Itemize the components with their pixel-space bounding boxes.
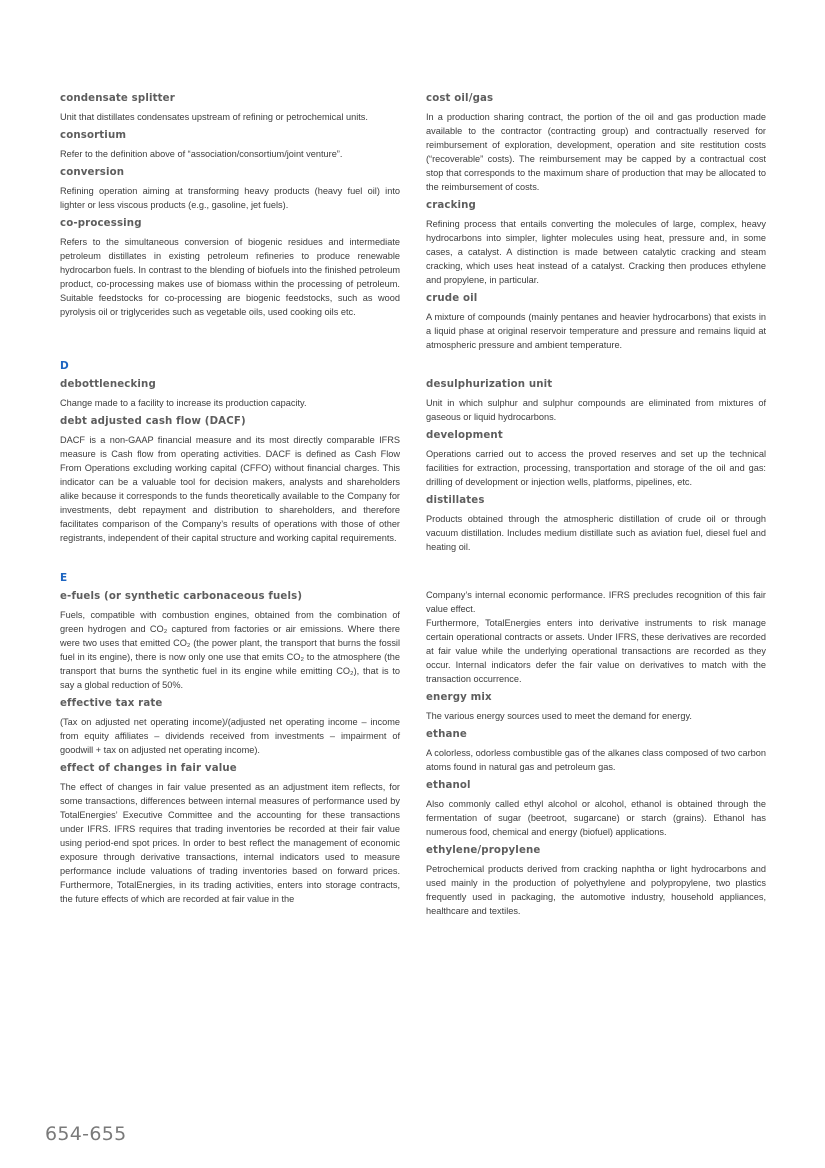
term-heading: debt adjusted cash flow (DACF) bbox=[60, 416, 246, 427]
entry-crude-oil bbox=[426, 293, 766, 352]
term-heading: condensate splitter bbox=[60, 93, 175, 104]
term-heading: e-fuels (or synthetic carbonaceous fuels) bbox=[60, 591, 303, 602]
entry-effect-of-changes-in-fair-value bbox=[60, 763, 400, 906]
entry-ethane bbox=[426, 729, 766, 774]
term-definition: The effect of changes in fair value presented as an adjustment item reflects, for some transactions, differences between internal measures of performance used by TotalEnergies’ Executive Committee and the accounting for these transactions under IFRS. IFRS requires that trading inventories be recorded at their fair value using period-end spot prices. In order to best reflect the management of economic exposure through derivative transactions, internal indicators used to measure performance include valuations of trading inventories based on forward prices. Furthermore, TotalEnergies, in its trading activities, enters into storage contracts, the future effects of which are recorded at fair value in the bbox=[60, 782, 400, 904]
term-definition: Also commonly called ethyl alcohol or alcohol, ethanol is obtained through the fermentation of sugar (beetroot, sugarcane) or starch (grains). Ethanol has numerous food, chemical and energy (biofuel) applications. bbox=[426, 799, 766, 837]
term-heading: cost oil/gas bbox=[426, 93, 494, 104]
entry-cost-oil-gas bbox=[426, 93, 766, 194]
term-definition: A mixture of compounds (mainly pentanes and heavier hydrocarbons) that exists in a liquid phase at original reservoir temperature and pressure and remains liquid at atmospheric pressure and ambient temperature. bbox=[426, 312, 766, 350]
term-definition: Refining operation aiming at transforming heavy products (heavy fuel oil) into lighter or less viscous products (e.g., gasoline, jet fuels). bbox=[60, 186, 400, 210]
term-definition: DACF is a non-GAAP financial measure and its most directly comparable IFRS measure is Cash flow from operating activities. DACF is defined as Cash Flow From Operations excluding working capital (CFFO) without financial charges. This indicator can be a valuable tool for decision makers, analysts and shareholders alike because it corresponds to the funds theoretically available to the Company for investments, debt repayment and distribution to shareholders, and therefore facilitates comparison of the Company’s results of operations with those of other registrants, independent of their capital structure and working capital requirements. bbox=[60, 435, 400, 543]
term-definition: Unit in which sulphur and sulphur compounds are eliminated from mixtures of gaseous or liquid hydrocarbons. bbox=[426, 398, 766, 422]
term-heading: debottlenecking bbox=[60, 379, 156, 390]
term-definition: (Tax on adjusted net operating income)/(adjusted net operating income – income from equity affiliates – dividends received from investments – impairment of goodwill + tax on adjusted net operating income). bbox=[60, 717, 400, 755]
entry-debottlenecking bbox=[60, 379, 400, 410]
term-heading: ethane bbox=[426, 729, 467, 740]
entry-development bbox=[426, 430, 766, 489]
column-d-left bbox=[60, 359, 400, 551]
term-heading: consortium bbox=[60, 130, 127, 141]
entry-fair-value-continuation bbox=[426, 588, 766, 686]
entry-effective-tax-rate bbox=[60, 698, 400, 757]
entry-energy-mix bbox=[426, 692, 766, 723]
entry-condensate-splitter bbox=[60, 93, 400, 124]
term-definition: Change made to a facility to increase its production capacity. bbox=[60, 398, 307, 408]
term-definition: Refining process that entails converting the molecules of large, complex, heavy hydrocarbons into simpler, lighter molecules using heat, pressure and, in some cases, a catalyst. A distinction is made between catalytic cracking and steam cracking, which uses heat instead of a catalyst. Cracking then produces ethylene and propylene, in particular. bbox=[426, 219, 766, 285]
column-c-left bbox=[60, 93, 400, 325]
section-letter-d: D bbox=[60, 360, 69, 372]
continuation-paragraph: Furthermore, TotalEnergies enters into derivative instruments to risk manage certain operational contracts or assets. Under IFRS, these derivatives are recorded at fair value while the underlying operational transactions are recorded as they occur. Internal indicators defer the fair value on derivatives to match with the transaction occurrence. bbox=[426, 618, 766, 684]
term-definition: A colorless, odorless combustible gas of the alkanes class composed of two carbon atoms found in natural gas and petroleum gas. bbox=[426, 748, 766, 772]
term-heading: desulphurization unit bbox=[426, 379, 553, 390]
term-definition: Unit that distillates condensates upstream of refining or petrochemical units. bbox=[60, 112, 368, 122]
term-heading: distillates bbox=[426, 495, 485, 506]
entry-conversion bbox=[60, 167, 400, 212]
entry-ethylene-propylene bbox=[426, 845, 766, 918]
term-definition: Operations carried out to access the proved reserves and set up the technical facilities for extraction, processing, transportation and storage of the oil and gas: drilling of development or injection wells, platforms, pipelines, etc. bbox=[426, 449, 766, 487]
term-heading: co-processing bbox=[60, 218, 142, 229]
page-number: 654-655 bbox=[45, 1123, 127, 1145]
term-definition: Products obtained through the atmospheric distillation of crude oil or through vacuum distillation. Includes medium distillate such as aviation fuel, diesel fuel and heating oil. bbox=[426, 514, 766, 552]
term-heading: ethanol bbox=[426, 780, 471, 791]
term-definition: Refers to the simultaneous conversion of biogenic residues and intermediate petroleum distillates in existing petroleum refineries to produce renewable hydrocarbon fuels. In contrast to the blending of biofuels into the finished petroleum product, co-processing makes use of biomass within the processing of petroleum. Suitable feedstocks for co-processing are biogenic feedstocks, such as wood pyrolysis oil or triglycerides such as vegetable oils, used cooking oils etc. bbox=[60, 237, 400, 317]
term-heading: energy mix bbox=[426, 692, 492, 703]
column-e-right bbox=[426, 588, 766, 924]
term-definition: The various energy sources used to meet the demand for energy. bbox=[426, 711, 692, 721]
section-letter-e: E bbox=[60, 572, 68, 584]
column-d-right bbox=[426, 379, 766, 560]
entry-ethanol bbox=[426, 780, 766, 839]
entry-desulphurization-unit bbox=[426, 379, 766, 424]
continuation-paragraph: Company’s internal economic performance. IFRS precludes recognition of this fair value effect. bbox=[426, 590, 766, 614]
term-heading: crude oil bbox=[426, 293, 478, 304]
term-heading: cracking bbox=[426, 200, 476, 211]
term-definition: Petrochemical products derived from cracking naphtha or light hydrocarbons and used mainly in the production of polyethylene and polypropylene, two plastics frequently used in packaging, the automotive industry, household appliances, healthcare and textiles. bbox=[426, 864, 766, 916]
term-definition: Fuels, compatible with combustion engines, obtained from the combination of green hydrogen and CO₂ captured from factories or air emissions. Where there were two uses that emitted CO₂ (the power plant, the transport that burns the fossil fuel in its engine), there is now only one use that emits CO₂ to the atmosphere (the transport that burns the synthetic fuel in its engine while emitting CO₂), that is to say a global reduction of 50%. bbox=[60, 610, 400, 690]
column-e-left bbox=[60, 571, 400, 912]
entry-dacf bbox=[60, 416, 400, 545]
entry-e-fuels bbox=[60, 591, 400, 692]
term-heading: conversion bbox=[60, 167, 125, 178]
entry-co-processing bbox=[60, 218, 400, 319]
column-c-right bbox=[426, 93, 766, 358]
term-heading: ethylene/propylene bbox=[426, 845, 541, 856]
term-heading: effective tax rate bbox=[60, 698, 163, 709]
term-definition: Refer to the definition above of “association/consortium/joint venture”. bbox=[60, 149, 343, 159]
entry-distillates bbox=[426, 495, 766, 554]
term-heading: development bbox=[426, 430, 503, 441]
term-heading: effect of changes in fair value bbox=[60, 763, 237, 774]
entry-consortium bbox=[60, 130, 400, 161]
entry-cracking bbox=[426, 200, 766, 287]
term-definition: In a production sharing contract, the portion of the oil and gas production made available to the contractor (contracting group) and contractually reserved for reimbursement of exploration, development, operation and site restitution costs (“recoverable” costs). The reimbursement may be capped by a contractual cost stop that corresponds to the maximum share of production that may be allocated to the reimbursement of costs. bbox=[426, 112, 766, 192]
